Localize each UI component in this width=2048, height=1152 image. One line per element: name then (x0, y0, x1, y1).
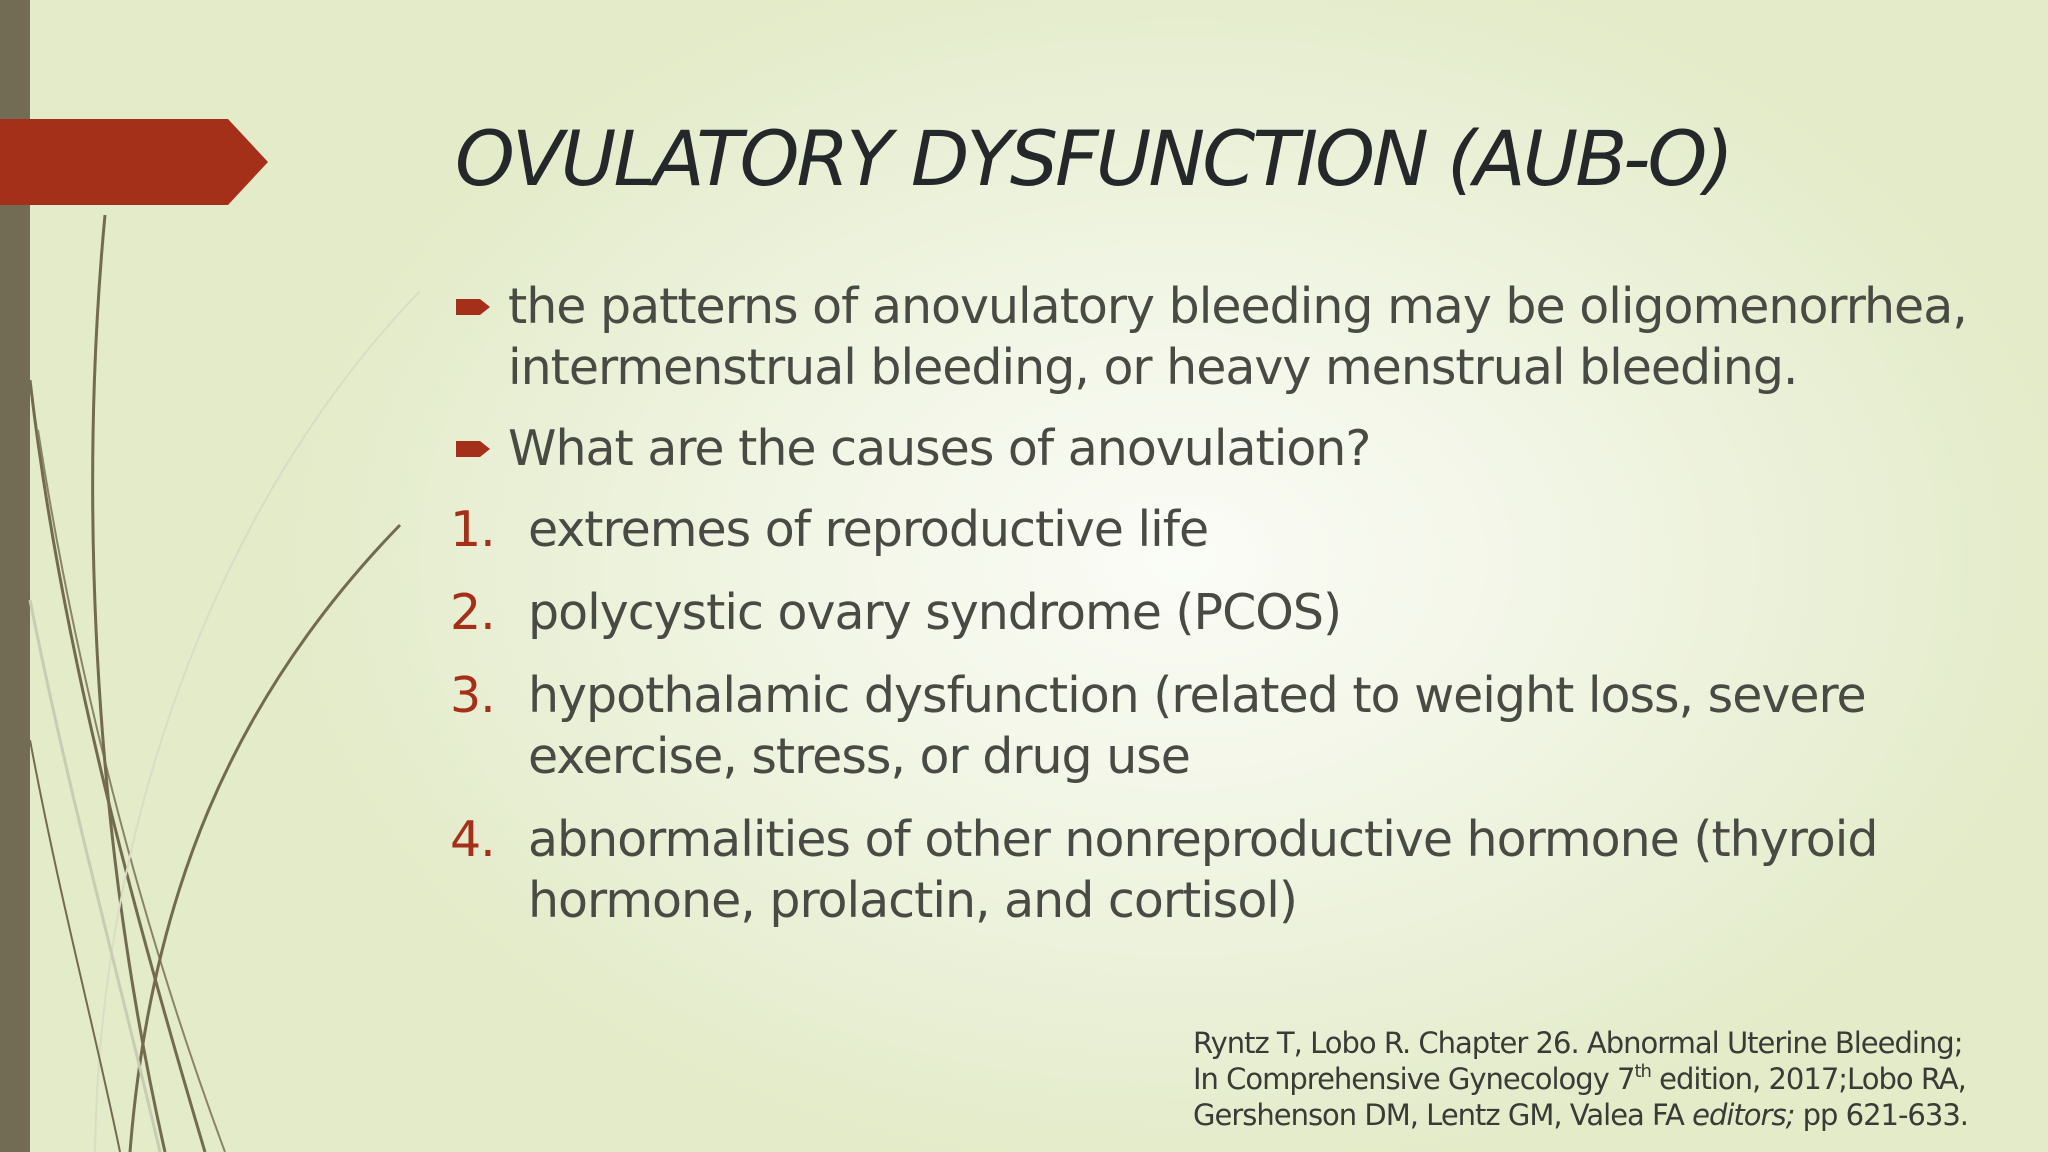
citation-line (1193, 1097, 2013, 1133)
title-accent-tab (0, 119, 270, 205)
item-text: hypothalamic dysfunction (related to weight loss, severe exercise, stress, or drug use (528, 667, 1866, 785)
item-text: polycystic ovary syndrome (PCOS) (528, 584, 1342, 641)
item-number: 3. (450, 667, 495, 724)
arrow-bullet-icon (456, 296, 492, 318)
citation-superscript: th (1634, 1061, 1651, 1082)
citation-text: In Comprehensive Gynecology 7 (1193, 1062, 1635, 1096)
citation-italic: editors; (1692, 1098, 1795, 1132)
bullet-item (450, 276, 1970, 398)
citation-text: Ryntz T, Lobo R. Chapter 26. Abnormal Uterine Bleeding; (1193, 1026, 1963, 1060)
item-number: 4. (450, 811, 495, 868)
numbered-item (450, 582, 1970, 643)
bullet-text: the patterns of anovulatory bleeding may be oligomenorrhea, intermenstrual bleeding, or heavy menstrual bleeding. (508, 278, 1967, 396)
numbered-item (450, 665, 1970, 787)
citation-text: pp 621-633. (1794, 1098, 1968, 1132)
citation-text: Gershenson DM, Lentz GM, Valea FA (1193, 1098, 1693, 1132)
item-number: 1. (450, 501, 495, 558)
numbered-item (450, 499, 1970, 560)
slide-body (450, 276, 1970, 953)
arrow-bullet-icon (456, 438, 492, 460)
item-text: extremes of reproductive life (528, 501, 1209, 558)
citation (1193, 1025, 2013, 1133)
citation-line (1193, 1025, 2013, 1061)
citation-line (1193, 1061, 2013, 1097)
numbered-item (450, 809, 1970, 931)
slide-title: OVULATORY DYSFUNCTION (AUB-O) (455, 114, 1731, 203)
bullet-text: What are the causes of anovulation? (508, 420, 1371, 477)
citation-text: edition, 2017;Lobo RA, (1650, 1062, 1966, 1096)
item-number: 2. (450, 584, 495, 641)
item-text: abnormalities of other nonreproductive hormone (thyroid hormone, prolactin, and cortisol) (528, 811, 1878, 929)
bullet-item (450, 418, 1970, 479)
